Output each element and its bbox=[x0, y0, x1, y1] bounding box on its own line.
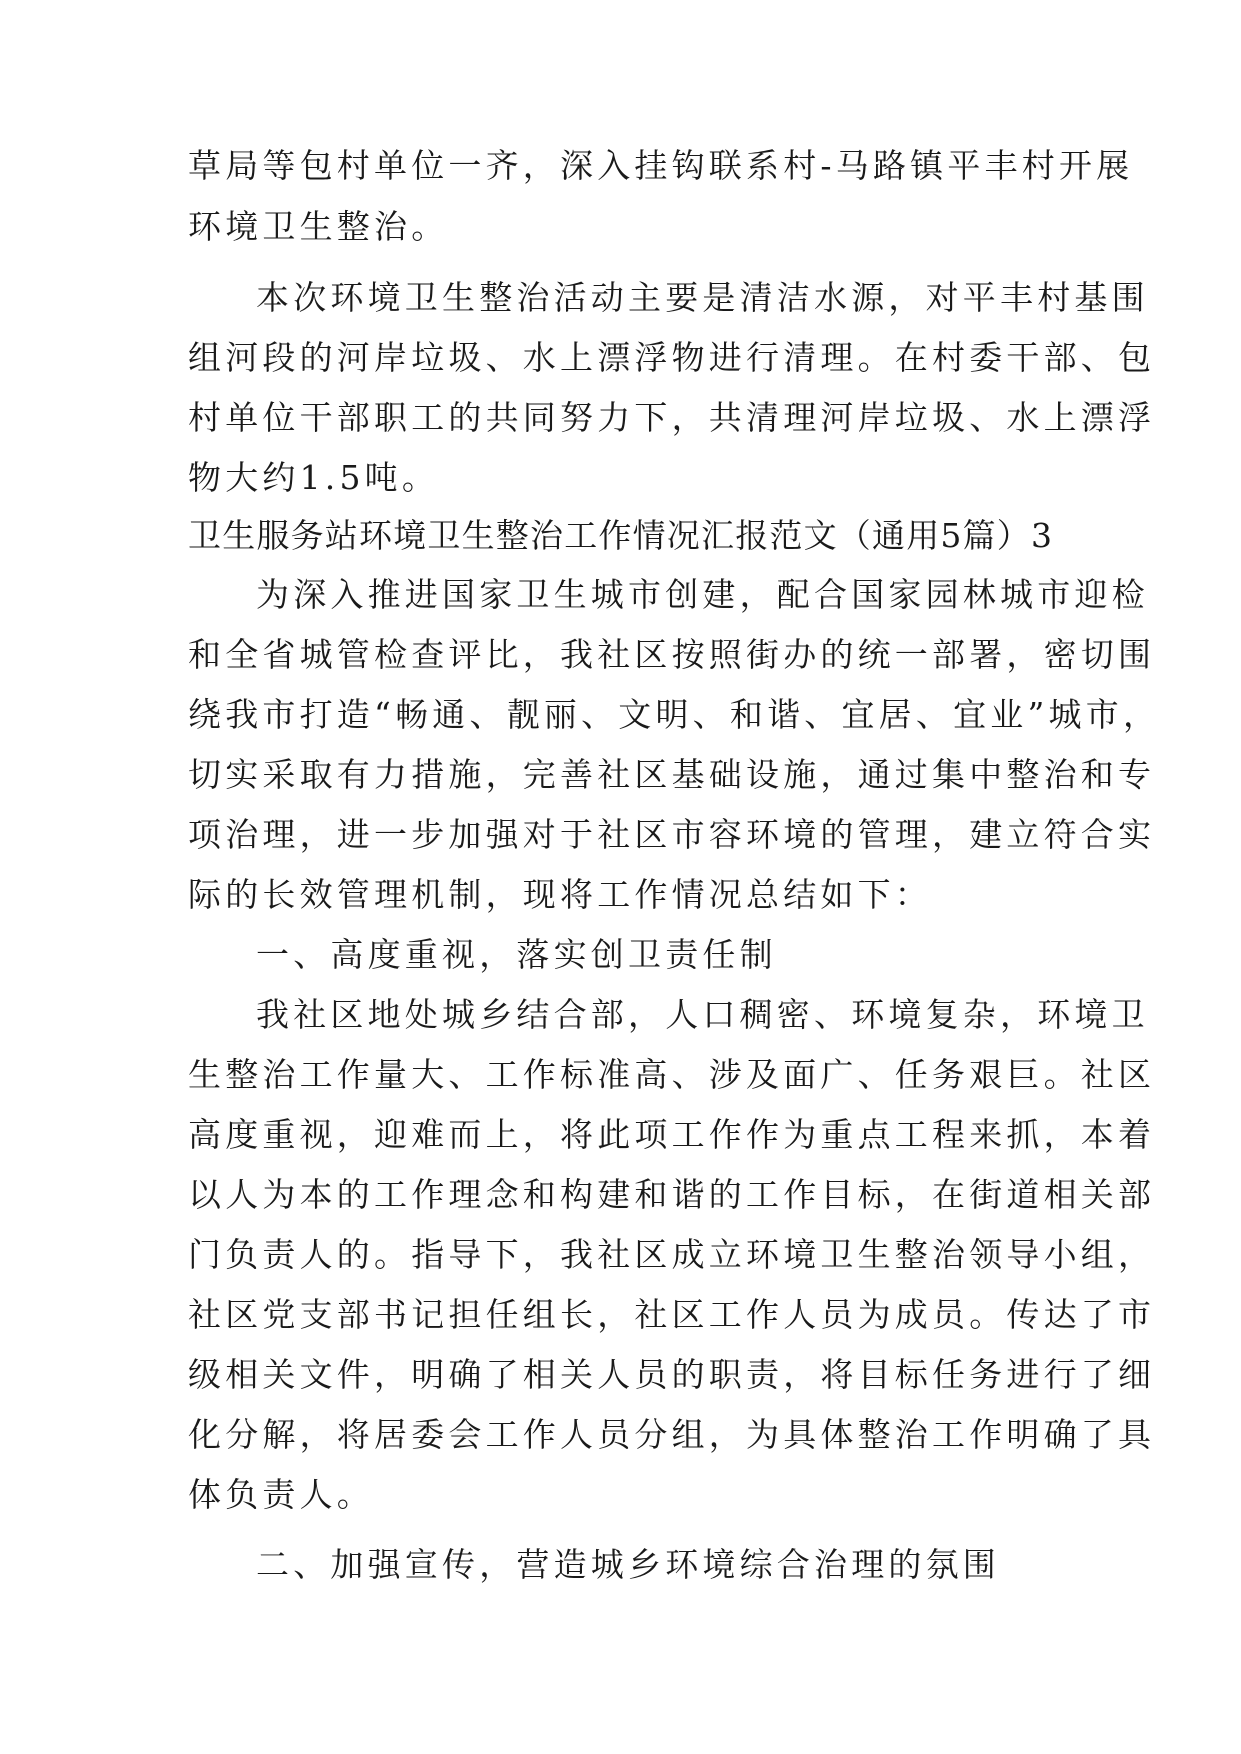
text-line: 以人为本的工作理念和构建和谐的工作目标，在街道相关部 bbox=[188, 1175, 1156, 1214]
text-line: 村单位干部职工的共同努力下，共清理河岸垃圾、水上漂浮 bbox=[188, 398, 1156, 437]
text-line: 生整治工作量大、工作标准高、涉及面广、任务艰巨。社区 bbox=[188, 1055, 1156, 1094]
text-line: 级相关文件，明确了相关人员的职责，将目标任务进行了细 bbox=[188, 1355, 1156, 1394]
paragraph-start-line: 我社区地处城乡结合部，人口稠密、环境复杂，环境卫 bbox=[256, 995, 1149, 1034]
section-heading: 卫生服务站环境卫生整治工作情况汇报范文（通用5篇）3 bbox=[188, 516, 1054, 555]
text-line: 化分解，将居委会工作人员分组，为具体整治工作明确了具 bbox=[188, 1415, 1156, 1454]
text-line: 门负责人的。指导下，我社区成立环境卫生整治领导小组， bbox=[188, 1235, 1156, 1274]
text-line: 社区党支部书记担任组长，社区工作人员为成员。传达了市 bbox=[188, 1295, 1156, 1334]
paragraph-start-line: 本次环境卫生整治活动主要是清洁水源，对平丰村基围 bbox=[256, 278, 1149, 317]
text-line: 项治理，进一步加强对于社区市容环境的管理，建立符合实 bbox=[188, 815, 1156, 854]
text-line: 组河段的河岸垃圾、水上漂浮物进行清理。在村委干部、包 bbox=[188, 338, 1156, 377]
subheading: 一、高度重视，落实创卫责任制 bbox=[256, 935, 777, 974]
text-line: 草局等包村单位一齐，深入挂钩联系村-马路镇平丰村开展 bbox=[188, 146, 1134, 185]
text-line: 物大约1.5吨。 bbox=[188, 458, 440, 497]
text-line: 体负责人。 bbox=[188, 1475, 374, 1514]
paragraph-start-line: 为深入推进国家卫生城市创建，配合国家园林城市迎检 bbox=[256, 575, 1149, 614]
text-line: 际的长效管理机制，现将工作情况总结如下： bbox=[188, 875, 932, 914]
text-line: 和全省城管检查评比，我社区按照街办的统一部署，密切围 bbox=[188, 635, 1156, 674]
text-line: 绕我市打造“畅通、靓丽、文明、和谐、宜居、宜业”城市， bbox=[188, 695, 1161, 734]
text-line: 切实采取有力措施，完善社区基础设施，通过集中整治和专 bbox=[188, 755, 1156, 794]
subheading: 二、加强宣传，营造城乡环境综合治理的氛围 bbox=[256, 1545, 1000, 1584]
text-line: 高度重视，迎难而上，将此项工作作为重点工程来抓，本着 bbox=[188, 1115, 1156, 1154]
text-line: 环境卫生整治。 bbox=[188, 207, 449, 246]
